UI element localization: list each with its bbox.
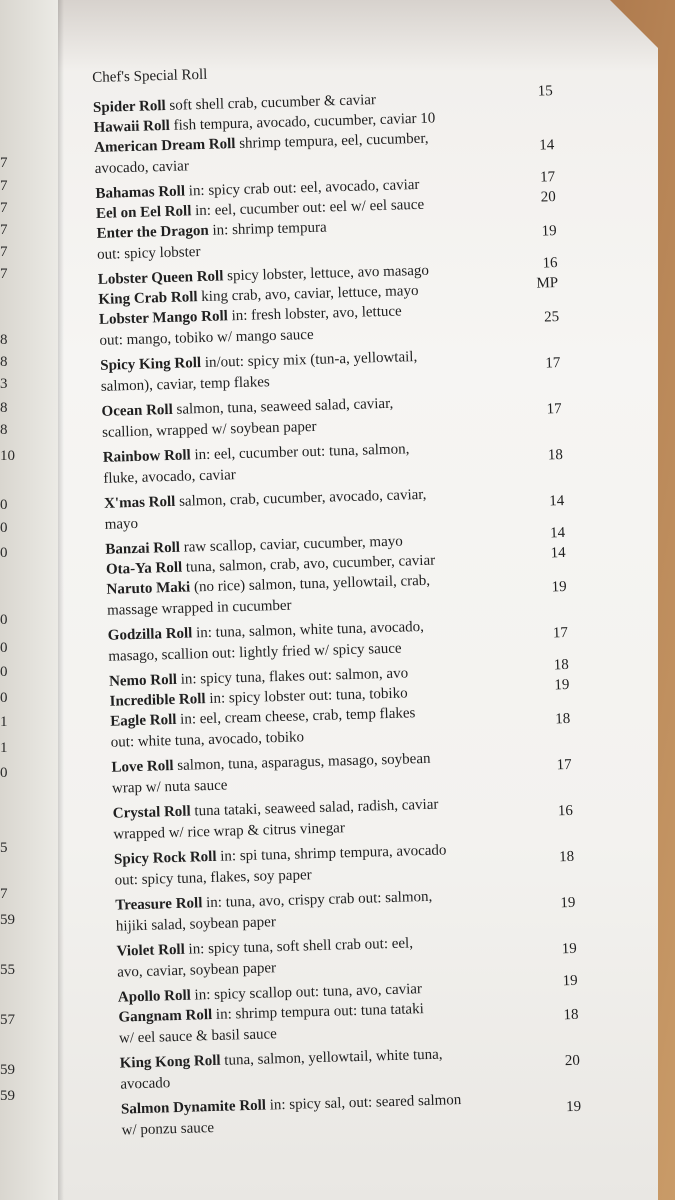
menu-item-name: Nemo Roll xyxy=(108,671,178,690)
menu-item-name: American Dream Roll xyxy=(93,136,236,156)
menu-item-description: in: tuna, avo, crispy crab out: salmon, xyxy=(205,888,433,912)
menu-item-description-continued: w/ ponzu sauce xyxy=(121,1120,215,1139)
menu-item-description: salmon, crab, cucumber, avocado, caviar, xyxy=(178,486,427,510)
menu-item-name: Love Roll xyxy=(111,757,174,776)
menu-item-name: Crystal Roll xyxy=(112,803,191,822)
menu-item-name: Hawaii Roll xyxy=(93,117,171,136)
menu-item-description-continued: massage wrapped in cucumber xyxy=(106,597,292,619)
menu-item-name: Bahamas Roll xyxy=(95,183,186,202)
menu-item-description: raw scallop, caviar, cucumber, mayo xyxy=(183,533,403,556)
menu-item-name: Eel on Eel Roll xyxy=(95,203,192,222)
menu-item-description: tuna, salmon, yellowtail, white tuna, xyxy=(224,1046,443,1069)
adjacent-page-price: 0 xyxy=(0,640,8,656)
adjacent-page-price: 0 xyxy=(0,545,8,561)
adjacent-page-price: 7 xyxy=(0,266,8,282)
menu-item-description-continued: masago, scallion out: lightly fried w/ spicy sauce xyxy=(108,640,402,665)
adjacent-page-price: 10 xyxy=(0,448,15,464)
adjacent-page-price: 1 xyxy=(0,714,8,730)
menu-item-description-continued: fluke, avocado, caviar xyxy=(103,467,237,487)
menu-item-description-continued: hijiki salad, soybean paper xyxy=(115,914,277,935)
menu-item-name: Eagle Roll xyxy=(109,711,177,730)
menu-item-description-continued: out: white tuna, avocado, tobiko xyxy=(110,729,305,751)
menu-item-description: in/out: spicy mix (tun-a, yellowtail, xyxy=(204,349,418,371)
menu-item-name: Ota-Ya Roll xyxy=(105,559,183,578)
menu-item-name: King Crab Roll xyxy=(98,289,198,308)
menu-item-price: 14 xyxy=(549,492,565,510)
menu-item-name: Godzilla Roll xyxy=(107,625,193,644)
menu-item-description: in: spicy lobster out: tuna, tobiko xyxy=(209,685,408,707)
adjacent-page-price: 7 xyxy=(0,178,8,194)
adjacent-page-price: 59 xyxy=(0,912,15,928)
menu-item-description-continued: avocado xyxy=(120,1075,171,1093)
adjacent-page-price: 8 xyxy=(0,400,8,416)
adjacent-page-price: 57 xyxy=(0,1012,15,1028)
menu-item-price: 14 xyxy=(549,524,566,542)
menu-item-name: Banzai Roll xyxy=(105,539,181,558)
menu-item-description-continued: out: spicy lobster xyxy=(96,244,201,263)
menu-item-name: Salmon Dynamite Roll xyxy=(120,1097,267,1118)
menu-item-description: salmon, tuna, seaweed salad, caviar, xyxy=(176,395,394,418)
menu-item-name: Rainbow Roll xyxy=(102,447,191,466)
menu-item-description-continued: wrapped w/ rice wrap & citrus vinegar xyxy=(113,820,346,843)
menu-item-description: in: spicy scallop out: tuna, avo, caviar xyxy=(194,981,423,1004)
menu-item-price: 17 xyxy=(546,401,562,418)
menu-item-description: in: spicy tuna, flakes out: salmon, avo xyxy=(180,665,409,688)
menu-item-price: 20 xyxy=(540,189,556,206)
menu-item-description-continued: w/ eel sauce & basil sauce xyxy=(118,1026,278,1047)
menu-item-description: in: spicy tuna, soft shell crab out: eel, xyxy=(188,935,414,958)
menu-item-description-continued: avocado, caviar xyxy=(94,158,190,177)
menu-item-description: in: eel, cream cheese, crab, temp flakes xyxy=(179,705,416,728)
adjacent-page-price: 7 xyxy=(0,222,8,238)
adjacent-page-price: 5 xyxy=(0,840,8,856)
menu-item-price: 19 xyxy=(562,972,578,990)
menu-item-price: 18 xyxy=(553,656,570,674)
menu-item-description: tuna, salmon, crab, avo, cucumber, caviar xyxy=(185,552,436,576)
menu-item-name: Spider Roll xyxy=(92,97,166,116)
menu-item-name: Treasure Roll xyxy=(115,895,203,914)
menu-item-name: Apollo Roll xyxy=(117,987,192,1006)
menu-item-description: shrimp tempura, eel, cucumber, xyxy=(239,130,429,152)
menu-item-description: in: shrimp tempura xyxy=(212,219,327,239)
menu-item-price: 18 xyxy=(555,710,571,728)
adjacent-page-price: 0 xyxy=(0,765,8,781)
menu-item-description-continued: avo, caviar, soybean paper xyxy=(116,960,277,981)
menu-item-price: 17 xyxy=(539,169,556,186)
menu-item-description: spicy lobster, lettuce, avo masago xyxy=(226,262,430,285)
section-title: Chef's Special Roll xyxy=(92,66,208,86)
menu-item-price: 19 xyxy=(551,578,567,596)
menu-item-price: MP xyxy=(536,275,559,292)
menu-item-price: 19 xyxy=(554,676,570,694)
menu-item-description: in: spi tuna, shrimp tempura, avocado xyxy=(220,842,447,865)
menu-item-name: Incredible Roll xyxy=(109,691,206,710)
menu-item-description: in: eel, cucumber out: tuna, salmon, xyxy=(194,441,410,464)
adjacent-page-price: 8 xyxy=(0,332,8,348)
menu-item-description: tuna tataki, seaweed salad, radish, caviar xyxy=(194,796,439,820)
menu-item-name: Enter the Dragon xyxy=(96,222,209,242)
menu-item-description: king crab, avo, caviar, lettuce, mayo xyxy=(201,282,419,306)
menu-item-list xyxy=(93,85,582,1145)
menu-item-description: fish tempura, avocado, cucumber, caviar 10 xyxy=(173,110,436,134)
chef-special-roll-menu xyxy=(92,57,582,1145)
menu-item-price: 18 xyxy=(563,1006,579,1024)
menu-item-price: 17 xyxy=(556,756,572,774)
adjacent-page-price: 0 xyxy=(0,690,8,706)
menu-item-description: in: eel, cucumber out: eel w/ eel sauce xyxy=(194,196,425,220)
menu-item-price: 15 xyxy=(537,83,553,100)
menu-item-price: 16 xyxy=(542,255,558,272)
menu-item-description: in: spicy crab out: eel, avocado, caviar xyxy=(188,176,420,200)
menu-item-price: 17 xyxy=(545,355,561,372)
menu-item-name: Ocean Roll xyxy=(101,401,173,420)
menu-item-description-continued: out: mango, tobiko w/ mango sauce xyxy=(99,326,314,349)
menu-item-description: soft shell crab, cucumber & caviar xyxy=(169,92,377,114)
adjacent-page-price: 8 xyxy=(0,354,8,370)
adjacent-page-price: 59 xyxy=(0,1062,15,1078)
adjacent-page-price: 0 xyxy=(0,664,8,680)
menu-item-price: 19 xyxy=(561,940,577,958)
menu-item-description: in: spicy sal, out: seared salmon xyxy=(269,1092,462,1114)
menu-item-price: 19 xyxy=(560,894,576,912)
menu-item-description-continued: mayo xyxy=(104,515,139,533)
menu-item-name: Spicy King Roll xyxy=(100,355,202,374)
adjacent-page-price: 7 xyxy=(0,155,8,171)
menu-item-line xyxy=(96,220,326,242)
menu-item-description: in: shrimp tempura out: tuna tataki xyxy=(215,1001,424,1023)
adjacent-page-price: 55 xyxy=(0,962,15,978)
menu-item-description-continued: wrap w/ nuta sauce xyxy=(111,777,228,797)
menu-item-description-continued: salmon), caviar, temp flakes xyxy=(100,374,270,395)
menu-item-price: 19 xyxy=(565,1098,582,1116)
menu-item-price: 16 xyxy=(557,802,574,820)
menu-item-description: salmon, tuna, asparagus, masago, soybean xyxy=(177,750,431,774)
adjacent-page-price: 1 xyxy=(0,740,8,756)
menu-item-description-continued: out: spicy tuna, flakes, soy paper xyxy=(114,867,312,889)
adjacent-page-price: 0 xyxy=(0,497,8,513)
adjacent-page-price: 0 xyxy=(0,612,8,628)
menu-item-name: King Kong Roll xyxy=(119,1052,221,1072)
adjacent-page-price: 7 xyxy=(0,200,8,216)
menu-item-description: in: tuna, salmon, white tuna, avocado, xyxy=(195,618,425,642)
menu-item-name: Gangnam Roll xyxy=(118,1007,213,1026)
adjacent-page-price: 3 xyxy=(0,376,8,392)
adjacent-page-price: 59 xyxy=(0,1088,15,1104)
menu-item-price: 19 xyxy=(541,223,557,240)
adjacent-page-price: 8 xyxy=(0,422,8,438)
menu-item-description: (no rice) salmon, tuna, yellowtail, crab, xyxy=(193,572,431,596)
menu-item-name: Lobster Queen Roll xyxy=(97,268,224,288)
adjacent-page-price: 7 xyxy=(0,244,8,260)
menu-item-price: 18 xyxy=(558,848,575,866)
menu-item-description-continued: scallion, wrapped w/ soybean paper xyxy=(101,418,317,441)
menu-item-price: 14 xyxy=(539,137,555,154)
adjacent-page-price: 0 xyxy=(0,520,8,536)
menu-item-description: in: fresh lobster, avo, lettuce xyxy=(231,303,402,325)
menu-item-name: Spicy Rock Roll xyxy=(113,848,217,868)
menu-item-name: X'mas Roll xyxy=(103,493,176,512)
menu-item-price: 20 xyxy=(564,1052,581,1070)
menu-item-price: 18 xyxy=(547,447,564,464)
menu-item-name: Lobster Mango Roll xyxy=(98,308,229,328)
menu-item-name: Violet Roll xyxy=(116,941,186,960)
paper-edge-shadow xyxy=(58,0,64,1200)
adjacent-page-price: 7 xyxy=(0,886,8,902)
menu-item-name: Naruto Maki xyxy=(106,579,191,598)
menu-item-price: 25 xyxy=(543,309,560,326)
adjacent-menu-page xyxy=(0,0,60,1200)
menu-item-price: 17 xyxy=(552,624,569,642)
menu-item-price: 14 xyxy=(550,544,566,562)
